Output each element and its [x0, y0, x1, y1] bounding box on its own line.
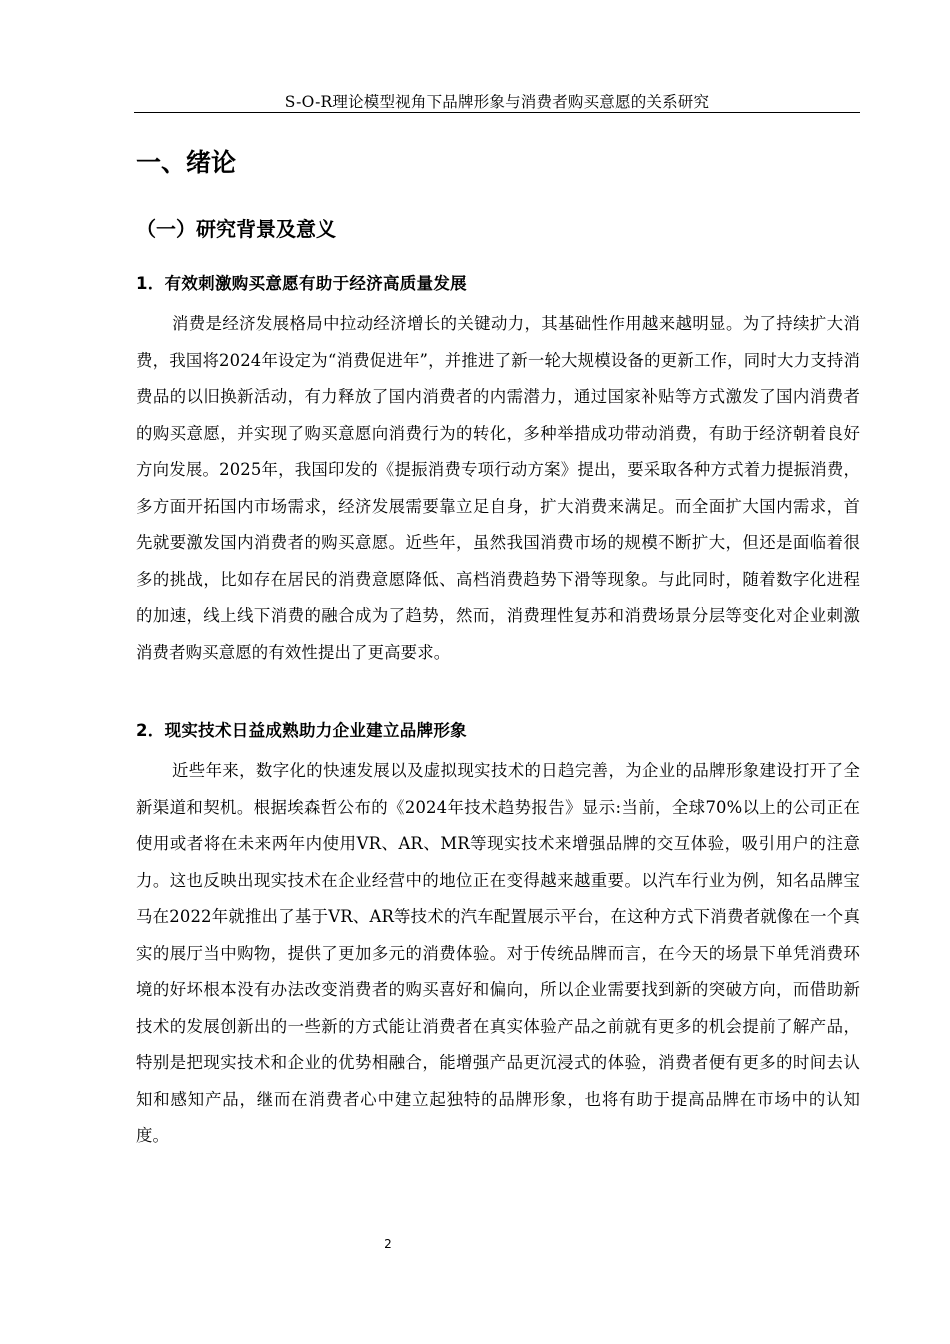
body-paragraph-2: 近些年来，数字化的快速发展以及虚拟现实技术的日趋完善，为企业的品牌形象建设打开了全新渠道和契机。根据埃森哲公布的《2024年技术趋势报告》显示:当前，全球70%以上的公司正在使用或者将在未来两年内使用VR、AR、MR等现实技术来增强品牌的交互体验，吸引用户的注意力。这也反映出现实技术在企业经营中的地位正在变得越来越重要。以汽车行业为例，知名品牌宝马在2022年就推出了基于VR、AR等技术的汽车配置展示平台，在这种方式下消费者就像在一个真实的展厅当中购物，提供了更加多元的消费体验。对于传统品牌而言，在今天的场景下单凭消费环境的好坏根本没有办法改变消费者的购买喜好和偏向，所以企业需要找到新的突破方向，而借助新技术的发展创新出的一些新的方式能让消费者在真实体验产品之前就有更多的机会提前了解产品，特别是把现实技术和企业的优势相融合，能增强产品更沉浸式的体验，消费者便有更多的时间去认知和感知产品，继而在消费者心中建立起独特的品牌形象，也将有助于提高品牌在市场中的认知度。 [136, 761, 860, 1145]
subsection-heading-2: 2．现实技术日益成熟助力企业建立品牌形象 [136, 721, 467, 740]
section-title: （一）研究背景及意义 [136, 217, 336, 241]
subsection-heading-1: 1．有效刺激购买意愿有助于经济高质量发展 [136, 274, 467, 293]
running-header-title: S-O-R理论模型视角下品牌形象与消费者购买意愿的关系研究 [284, 93, 710, 111]
page-number: 2 [384, 1237, 392, 1251]
body-paragraph-1: 消费是经济发展格局中拉动经济增长的关键动力，其基础性作用越来越明显。为了持续扩大消费，我国将2024年设定为“消费促进年”，并推进了新一轮大规模设备的更新工作，同时大力支持消费品的以旧换新活动，有力释放了国内消费者的内需潜力，通过国家补贴等方式激发了国内消费者的购买意愿，并实现了购买意愿向消费行为的转化，多种举措成功带动消费，有助于经济朝着良好方向发展。2025年，我国印发的《提振消费专项行动方案》提出，要采取各种方式着力提振消费，多方面开拓国内市场需求，经济发展需要靠立足自身，扩大消费来满足。而全面扩大国内需求，首先就要激发国内消费者的购买意愿。近些年，虽然我国消费市场的规模不断扩大，但还是面临着很多的挑战，比如存在居民的消费意愿降低、高档消费趋势下滑等现象。与此同时，随着数字化进程的加速，线上线下消费的融合成为了趋势，然而，消费理性复苏和消费场景分层等变化对企业刺激消费者购买意愿的有效性提出了更高要求。 [136, 314, 860, 662]
header-divider [134, 112, 860, 113]
chapter-title: 一、绪论 [136, 148, 237, 177]
